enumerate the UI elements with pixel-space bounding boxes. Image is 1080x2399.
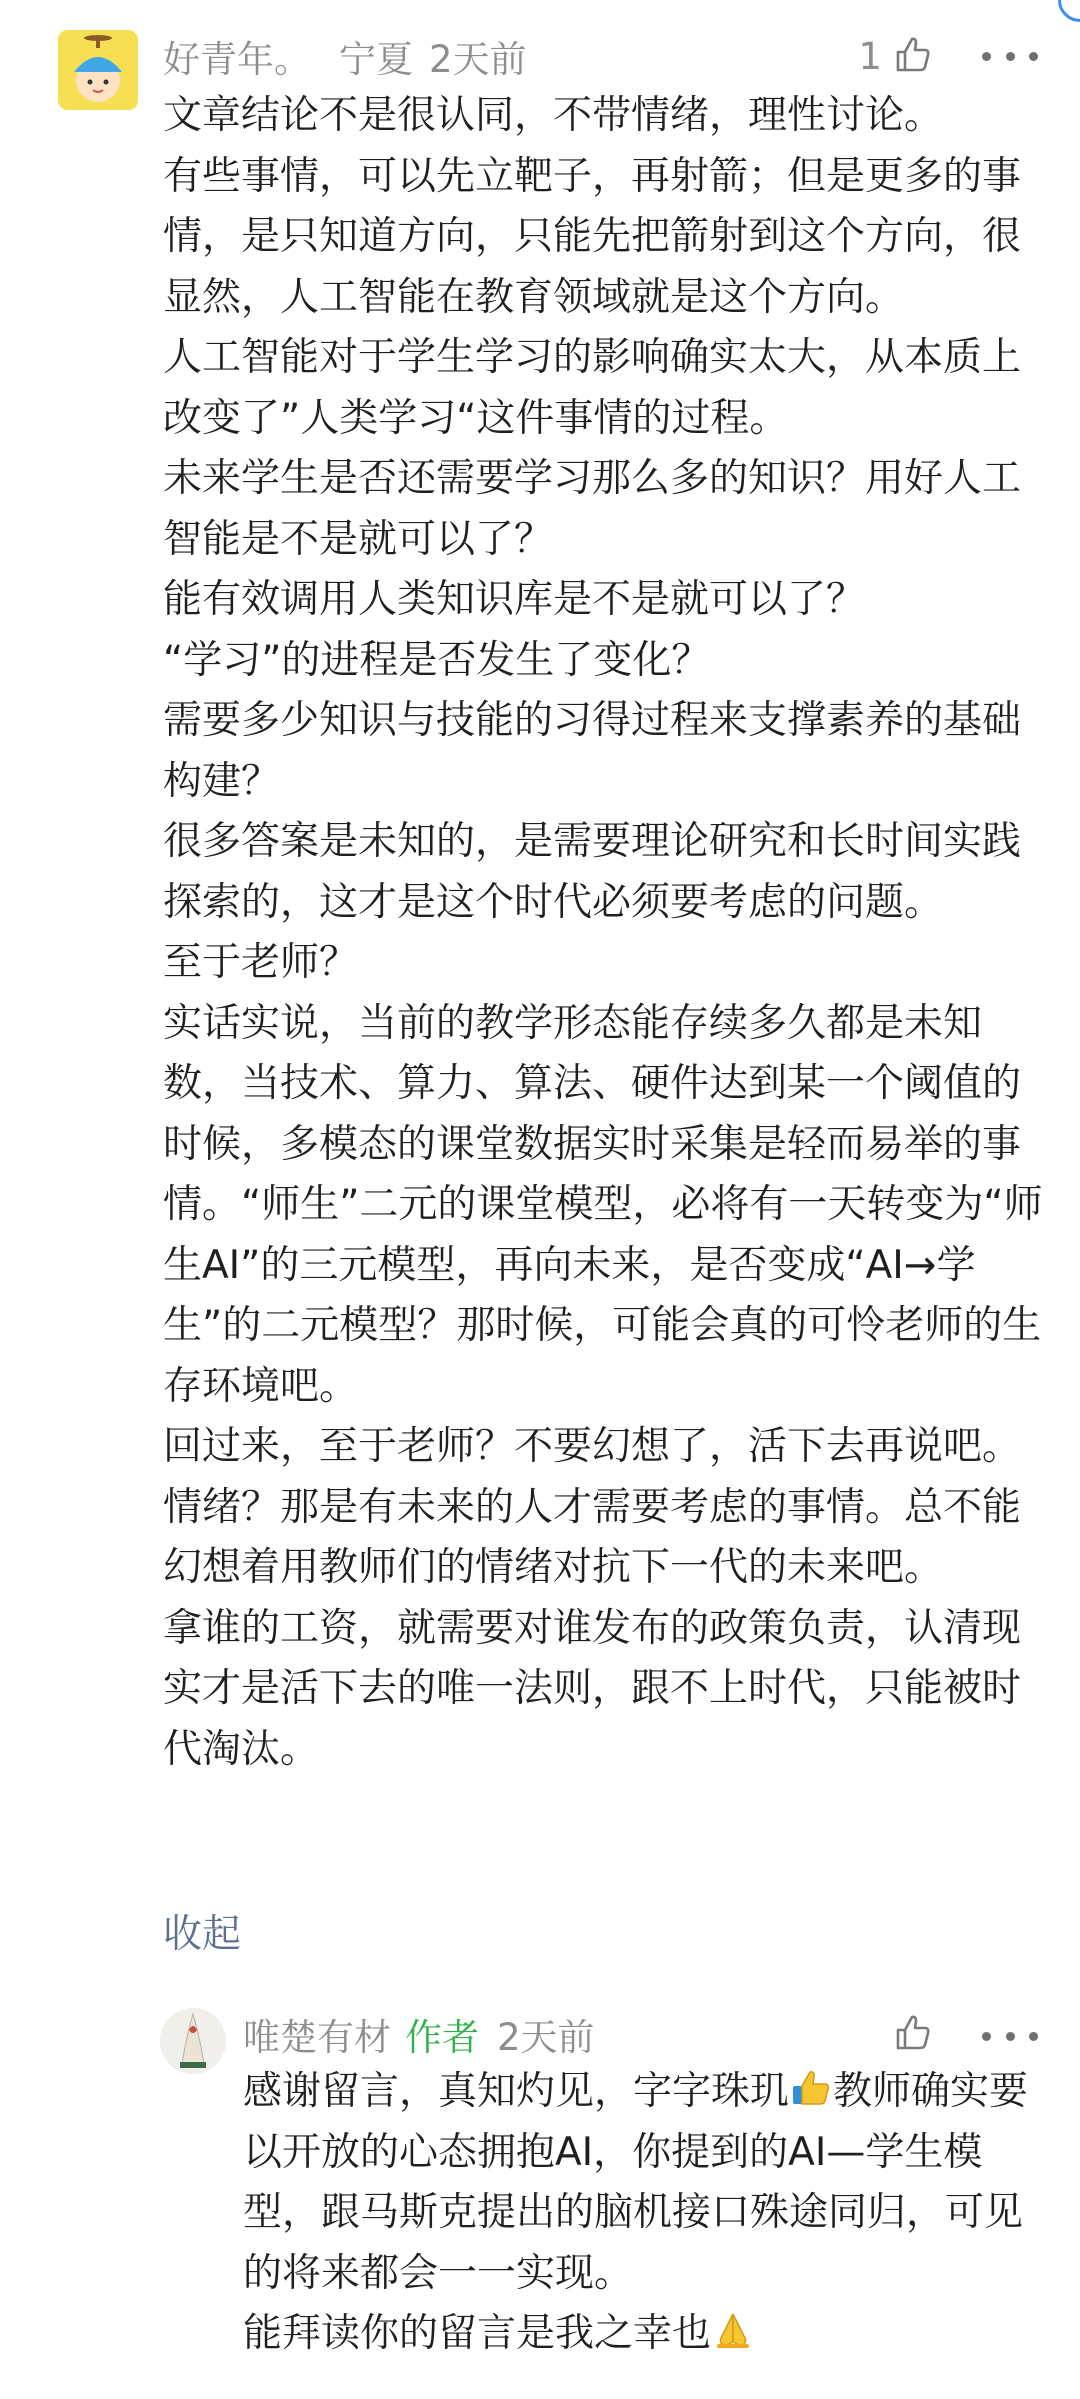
- timestamp: 2天前: [429, 38, 527, 81]
- comment-paragraph: 能有效调用人类知识库是不是就可以了？: [163, 577, 866, 622]
- comment-paragraph: 回过来，至于老师？不要幻想了，活下去再说吧。情绪？那是有未来的人才需要考虑的事情。总不能幻想着用教师们的情绪对抗下一代的未来吧。: [163, 1424, 1022, 1590]
- comment-paragraph: 实话实说，当前的教学形态能存续多久都是未知数，当技术、算力、算法、硬件达到某一个阈值的时候，多模态的课堂数据实时采集是轻而易举的事情。“师生”二元的课堂模型，必将有一天转变为“师生AI”的三元模型，再向未来，是否变成“AI→学生”的二元模型？那时候，可能会真的可怜老师的生存环境吧。: [163, 1000, 1043, 1409]
- comment-paragraph: 拿谁的工资，就需要对谁发布的政策负责，认清现实才是活下去的唯一法则，跟不上时代，只能被时代淘汰。: [163, 1605, 1022, 1772]
- more-options-icon[interactable]: [982, 2018, 1038, 2054]
- thumbs-up-icon: [892, 2037, 932, 2056]
- comment-paragraph: 很多答案是未知的，是需要理论研究和长时间实践探索的，这才是这个时代必须要考虑的问题。: [163, 819, 1022, 925]
- reply-paragraph: [243, 2304, 1043, 2365]
- comment-paragraph: 需要多少知识与技能的习得过程来支撑素养的基础构建？: [163, 698, 1022, 804]
- reply-body: [243, 2062, 1043, 2365]
- avatar[interactable]: [58, 30, 138, 110]
- reply-text: 感谢留言，真知灼见，字字珠玑: [243, 2069, 790, 2114]
- reply-text: 教师确实要以开放的心态拥抱AI，你提到的AI—学生模型，跟马斯克提出的脑机接口殊途同归，可见的将来都会一一实现。: [243, 2069, 1029, 2296]
- comment-paragraph: 文章结论不是很认同，不带情绪，理性讨论。: [163, 93, 944, 138]
- more-options-icon[interactable]: [982, 38, 1038, 74]
- comment-paragraph: 未来学生是否还需要学习那么多的知识？用好人工智能是不是就可以了？: [163, 456, 1022, 562]
- location: 宁夏: [339, 38, 413, 81]
- scroll-indicator: [1058, 0, 1080, 22]
- author-badge: 作者: [405, 2016, 479, 2059]
- thumbs-up-icon: [892, 34, 932, 78]
- reply-avatar[interactable]: [160, 2008, 226, 2074]
- like-count: 1: [858, 34, 882, 78]
- comment-paragraph: “学习”的进程是否发生了变化？: [163, 637, 711, 683]
- thumbs-up-emoji-icon: [789, 2066, 833, 2110]
- comment-paragraph: 至于老师？: [163, 940, 359, 985]
- praying-hands-emoji-icon: [711, 2308, 755, 2352]
- comment-paragraph: 有些事情，可以先立靶子，再射箭；但是更多的事情，是只知道方向，只能先把箭射到这个方向，很显然，人工智能在教育领域就是这个方向。: [163, 153, 1022, 320]
- collapse-link[interactable]: 收起: [163, 1912, 242, 1957]
- reply-like-button[interactable]: [892, 2012, 932, 2056]
- reply-text: 能拜读你的留言是我之幸也: [243, 2311, 712, 2356]
- like-button[interactable]: [858, 30, 932, 82]
- reply-paragraph: [243, 2062, 1043, 2304]
- reply-timestamp: 2天前: [497, 2016, 595, 2059]
- comment-paragraph: 人工智能对于学生学习的影响确实太大，从本质上改变了”人类学习“这件事情的过程。: [163, 335, 1022, 441]
- username[interactable]: 好青年。: [163, 38, 311, 81]
- reply-header: [243, 2006, 595, 2062]
- reply-username[interactable]: 唯楚有材: [243, 2016, 391, 2059]
- comment-header: [163, 28, 527, 84]
- comment-body: [163, 86, 1043, 1780]
